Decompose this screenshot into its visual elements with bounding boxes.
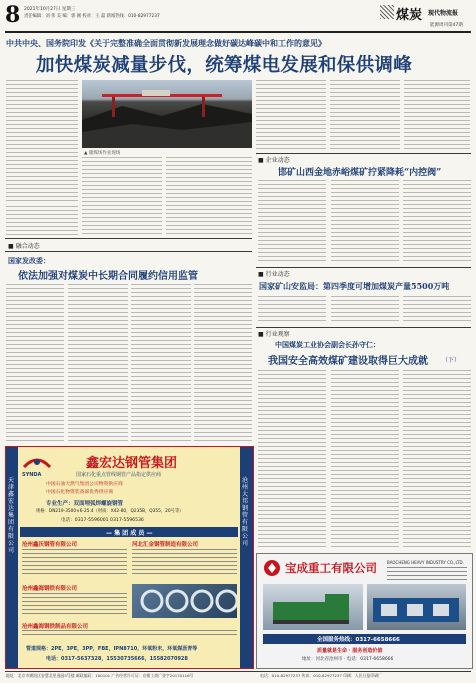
rule-1: [5, 238, 252, 239]
synda-row-1: 中国石油天然气集团公司物资供应商: [46, 482, 123, 487]
lead-body-col-5: [330, 80, 400, 150]
rule-r2: [256, 267, 471, 268]
baocheng-company: 宝成重工有限公司: [285, 561, 377, 575]
article-4-sub: （下）: [442, 357, 461, 364]
member-block-1: [22, 540, 127, 580]
lead-body-col-7: [6, 206, 78, 235]
lead-headline: 加快煤炭减量步伐，统筹煤电发展和保供调峰: [36, 55, 413, 76]
article-4-title: 我国安全高效煤矿建设取得巨大成就: [268, 356, 428, 367]
page-number: 8: [5, 2, 21, 28]
member-2-details: [132, 549, 237, 577]
synda-company: 鑫宏达钢管集团: [86, 456, 178, 471]
a1-col-4: [194, 284, 252, 442]
member-4-name: 沧州鑫海钢铁制品有限公司: [22, 624, 89, 630]
baocheng-machine-photo: [263, 584, 363, 630]
header-pattern: [380, 5, 394, 19]
ad-side-left-text: 天津鑫宏达集团有限公司: [8, 477, 15, 554]
synda-pipe-specs: 管道规格：2PE，3PE，3PP，FBE，IPN8710，环氧粉末，环氧煤沥青等: [26, 646, 198, 652]
lead-body-col-3: [166, 157, 252, 235]
synda-logo-icon: [22, 453, 52, 471]
lead-body-col-4: [256, 80, 326, 150]
member-block-2: [132, 540, 237, 580]
rule-2: [5, 251, 252, 252]
label-news-3: ■ 行业观察: [258, 331, 290, 338]
ad-pipe-photo: [132, 584, 237, 618]
a3-col-2: [331, 296, 399, 324]
member-block-3: [22, 584, 127, 618]
a4-col-3: [403, 370, 471, 550]
member-4-details: [22, 630, 237, 638]
synda-group-title: — 集 团 成 员 —: [106, 530, 153, 537]
article-1-title: 依法加强对煤炭中长期合同履约信用监管: [18, 271, 198, 282]
photo-caption: ▲ 储煤场作业现场: [84, 151, 121, 156]
a1-col-3: [131, 284, 191, 442]
section-label: 能源周刊第47期: [430, 23, 463, 28]
baocheng-english: BAOCHENG HEAVY INDUSTRY CO.,LTD.: [387, 560, 464, 565]
header-rule: [5, 31, 471, 33]
label-rich: ■ 融合动态: [8, 243, 40, 250]
a3-col-3: [403, 296, 471, 324]
lead-kicker: 中共中央、国务院印发《关于完整准确全面贯彻新发展理念做好碳达峰碳中和工作的意见》: [6, 38, 326, 48]
a2-col-2: [331, 180, 399, 264]
coal-yard-photo: [82, 80, 252, 148]
synda-phone-1: 电话：0317-5596001 0317-5596536: [61, 518, 144, 523]
lead-body-col-6: [404, 80, 470, 150]
footer-line-2: 电话：010-82977237 传真：010-82977237 印刷：人民日报印刷厂: [260, 673, 382, 678]
synda-spec-1: 规格：DN219-3500×6-25.4（材质：X42-80，Q235B，Q355，20号等）: [36, 509, 184, 514]
a4-col-1: [258, 370, 326, 550]
baocheng-contact: 地址：河北省沧州市 · 电话：0317-6658666: [302, 657, 394, 662]
photo-artwork: [82, 80, 252, 148]
ad-side-right-text: 沧州大邦钢管有限公司: [242, 477, 249, 547]
synda-tagline: 国家石化重点管线钢管产品指定供应商: [76, 472, 162, 478]
a2-col-3: [403, 180, 471, 264]
a1-col-1: [6, 284, 64, 442]
lead-body-col-2: [82, 157, 162, 235]
member-3-details: [22, 593, 127, 615]
a2-col-1: [258, 180, 326, 264]
meta-line-2: 责任编辑：刘 伟 美 编：郭 刚 校对：王 磊 新闻热线：010-82977237: [24, 14, 160, 19]
article-3-title: 国家矿山安监局：第四季度可增加煤炭产量5500万吨: [259, 281, 450, 291]
member-3-name: 沧州鑫海钢铁有限公司: [22, 586, 78, 592]
article-4-kicker: 中国煤炭工业协会副会长孙守仁：: [275, 340, 380, 349]
masthead-brand: 煤炭: [396, 8, 423, 23]
synda-brand: SYNDA: [22, 472, 42, 478]
masthead: [0, 0, 476, 33]
meta-line-1: 2021年10月27日 星期三: [24, 7, 76, 12]
baocheng-factory-photo: [367, 584, 466, 630]
synda-phone-2: 电话：0317-5637328，15530735666，15582070928: [46, 656, 188, 662]
label-news-1: ■ 企业动态: [258, 157, 290, 164]
footer-line-1: 地址：北京市朝阳区安慧北里逸园5号楼 邮政编码：100101 广告经营许可证：京朝工商广登字20170116号: [6, 673, 194, 678]
baocheng-logo-icon: [263, 559, 281, 577]
article-1-kicker: 国家发改委：: [8, 256, 50, 265]
baocheng-hotline: 全国服务热线：0317-6658666: [317, 637, 400, 643]
footer-rule: [5, 671, 471, 672]
article-2-title: 邯矿山西金地赤峪煤矿拧紧降耗“内控阀”: [278, 168, 442, 178]
rule-r3: [256, 327, 471, 328]
member-1-details: [22, 549, 127, 577]
a3-col-1: [258, 296, 326, 324]
member-2-name: 河北汇金钢管制造有限公司: [132, 542, 199, 548]
synda-advertisement[interactable]: [5, 446, 254, 669]
baocheng-advertisement[interactable]: [256, 553, 473, 669]
synda-product-head: 专业生产：双面埋弧焊螺旋钢管: [46, 501, 124, 507]
member-block-4: [22, 622, 237, 638]
a4-col-2: [331, 370, 399, 550]
member-1-name: 沧州鑫沃钢管有限公司: [22, 542, 78, 548]
a1-col-2: [68, 284, 128, 442]
synda-row-2: 中国石化物资装备部优秀供应商: [46, 490, 114, 495]
baocheng-slogan: 质量就是生命 · 服务创造价值: [317, 648, 383, 654]
rule-r1: [256, 153, 471, 154]
lead-body-col-1: [6, 80, 78, 202]
baocheng-intro: [387, 567, 467, 581]
masthead-sub: 现代物流报: [428, 10, 459, 17]
label-news-2: ■ 行业动态: [258, 271, 290, 278]
